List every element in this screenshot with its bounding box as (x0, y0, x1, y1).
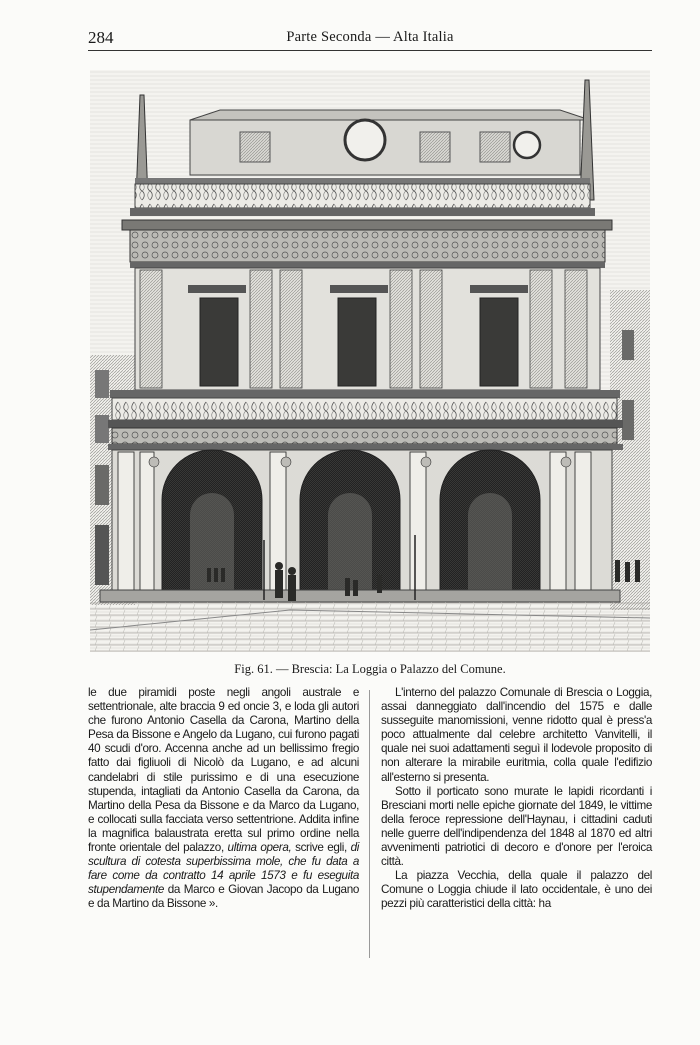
right-column (381, 686, 652, 912)
italic-run: di scultura di cotesta superbissima mole, che fu data a fare come da contratto 14 aprile 1573 e fu eseguita stupendamente (88, 841, 359, 897)
left-paragraph (88, 686, 359, 912)
text-run: scrive egli, (291, 841, 351, 855)
figure-caption: Fig. 61. — Brescia: La Loggia o Palazzo del Comune. (234, 662, 506, 676)
italic-run: ultima opera, (227, 841, 292, 855)
text-run: da Marco e Giovan Jacopo da Lugano e da Martino da Bissone ». (88, 883, 359, 911)
right-paragraph-2: Sotto il porticato sono murate le lapidi ricordanti i Bresciani morti nelle epiche giornate del 1849, le vittime della feroce repressione dell'Haynau, i cittadini caduti nelle guerre dell'indipendenza del 1848 al 1870 ed altri avvenimenti patriotici di decoro e d'onore per l'eroica città. (381, 784, 652, 869)
column-divider (369, 690, 370, 958)
loggia-engraving (90, 70, 650, 652)
running-head (88, 28, 652, 51)
right-paragraph-1: L'interno del palazzo Comunale di Brescia o Loggia, assai danneggiato dall'incendio del 1575 e dalle susseguite manomissioni, venne ridotto qual è press'a poco attualmente dal celebre architetto Vanvitelli, il quale nei suoi adattamenti seguì il lodevole proposito di non alterare la mirabile euritmia, colla quale l'edifizio all'esterno si presenta. (381, 686, 652, 784)
text-run: le due piramidi poste negli angoli australe e settentrionale, alte braccia 9 ed oncie 3, e loda gli autori che furono Antonio Casella da Carona, Martino della Pesa da Bissone e Angelo da Lugano, cui furono pagati 40 scudi d'oro. Accenna anche ad un bellissimo fregio fatto dai figliuoli di Nicolò da Lugano, e ad alcuni candelabri di stile purissimo e di una esecuzione stupenda, intagliati da Antonio Casella da Carona, da Martino della Pesa da Bissone e da Marco da Lugano, e collocati sulla facciata verso settentrione. Addita infine la magnifica balaustrata eretta sul primo ordine nella fronte orientale del palazzo, (88, 686, 359, 855)
right-paragraph-3: La piazza Vecchia, della quale il palazzo del Comune o Loggia chiude il lato occidentale, è uno dei pezzi più caratteristici della città: ha (381, 869, 652, 911)
left-column (88, 686, 359, 912)
engraving-figure (90, 70, 650, 652)
page-number: 284 (88, 28, 114, 47)
running-title: Parte Seconda — Alta Italia (286, 29, 454, 45)
